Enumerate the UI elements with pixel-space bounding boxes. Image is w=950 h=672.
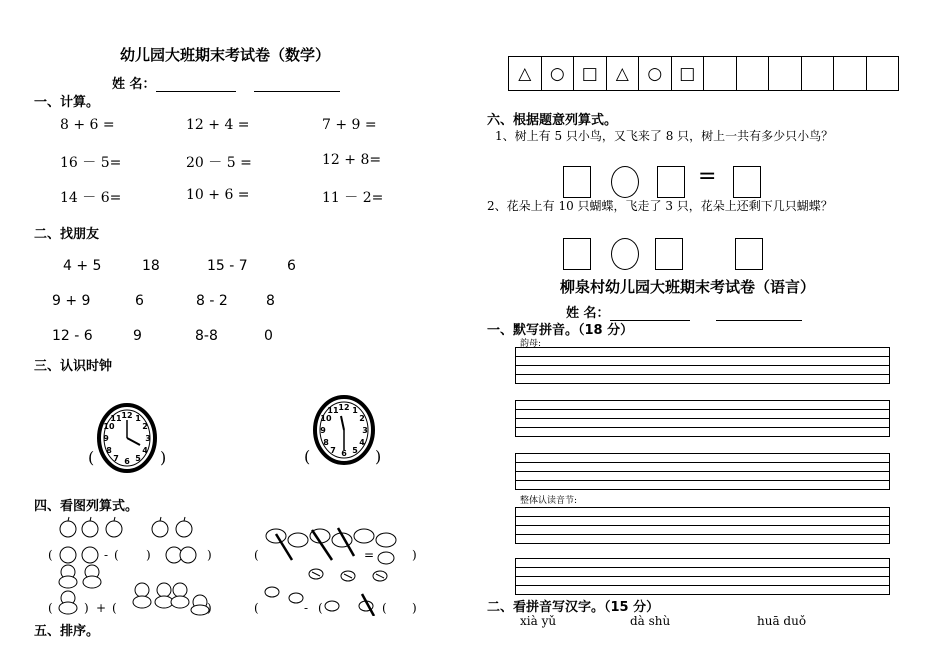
answer-box-2c[interactable] — [735, 238, 763, 270]
shape-cell-2: ○ — [541, 56, 575, 91]
pinyin-writing-lines-1[interactable] — [515, 347, 890, 384]
clock-2-paren-close: ) — [375, 447, 382, 466]
answer-circle-2[interactable] — [611, 238, 639, 270]
calc-r2-c1: 16 － 5= — [60, 155, 122, 171]
eq-d-open2: ( — [318, 601, 323, 615]
section-6-heading: 六、根据题意列算式。 — [487, 113, 618, 128]
shape-cell-12[interactable] — [866, 56, 900, 91]
svg-text:5: 5 — [135, 454, 141, 463]
pair-r2-val2: 8 — [266, 293, 275, 309]
svg-text:2: 2 — [142, 422, 148, 431]
section-4-heading: 四、看图列算式。 — [34, 499, 139, 514]
eq-a-close2: ) — [146, 548, 151, 562]
pair-r3-expr: 12 - 6 — [52, 328, 93, 344]
svg-text:6: 6 — [341, 449, 347, 458]
name-underline-2[interactable] — [254, 77, 340, 92]
eq-a-open: ( — [48, 548, 53, 562]
calc-r1-c2: 12 + 4 = — [186, 117, 250, 133]
svg-text:7: 7 — [330, 446, 336, 455]
eq-a-open2: ( — [114, 548, 119, 562]
pinyin-writing-lines-3[interactable] — [515, 453, 890, 490]
finals-label: 韵母: — [520, 339, 542, 349]
eq-a-close: ) — [207, 548, 212, 562]
pair-r1-expr: 4 + 5 — [63, 258, 102, 274]
svg-text:6: 6 — [124, 457, 130, 466]
pair-r2-val: 6 — [135, 293, 144, 309]
shape-cell-7[interactable] — [703, 56, 737, 91]
svg-text:12: 12 — [338, 403, 350, 412]
shape-cell-3: □ — [573, 56, 607, 91]
pinyin-word-3: huā duǒ — [757, 614, 807, 628]
eq-b-close2: ) — [207, 601, 212, 615]
answer-box-1a[interactable] — [563, 166, 591, 198]
fish-icon-group — [262, 522, 412, 566]
chicks-icon-group — [54, 562, 224, 616]
language-exam-title: 柳泉村幼儿园大班期末考试卷（语言） — [560, 278, 816, 296]
svg-text:8: 8 — [106, 446, 112, 455]
math-exam-title: 幼儿园大班期末考试卷（数学） — [120, 46, 331, 64]
calc-r1-c3: 7 + 9 = — [322, 117, 377, 133]
answer-box-2a[interactable] — [563, 238, 591, 270]
section-1-heading: 一、计算。 — [34, 95, 100, 110]
calc-r2-c2: 20 － 5 = — [186, 155, 252, 171]
svg-text:2: 2 — [359, 414, 365, 423]
pinyin-word-1: xià yǔ — [520, 614, 557, 628]
eq-b-plus: + — [96, 601, 107, 615]
clock-1-paren-close: ) — [160, 448, 167, 467]
clock-icon-2 — [308, 392, 378, 468]
whole-syllables-label: 整体认读音节: — [520, 496, 578, 506]
svg-text:12: 12 — [121, 411, 133, 420]
pair-r1-val2: 6 — [287, 258, 296, 274]
svg-text:1: 1 — [352, 406, 358, 415]
name-underline-1[interactable] — [156, 77, 236, 92]
shape-cell-10[interactable] — [801, 56, 835, 91]
eq-d-open3: ( — [382, 601, 387, 615]
bees-icon-group — [262, 566, 412, 616]
svg-text:3: 3 — [362, 426, 368, 435]
svg-text:8: 8 — [323, 438, 329, 447]
eq-b-open: ( — [48, 601, 53, 615]
svg-text:1: 1 — [135, 414, 141, 423]
question-2: 2、花朵上有 10 只蝴蝶，飞走了 3 只，花朵上还剩下几只蝴蝶？ — [487, 199, 833, 213]
clock-2-paren-open: ( — [304, 447, 311, 466]
clock-icon-1 — [94, 400, 167, 476]
pinyin-writing-lines-4[interactable] — [515, 507, 890, 544]
calc-r3-c2: 10 + 6 = — [186, 187, 250, 203]
eq-c-equals: = — [364, 548, 375, 562]
eq-b-close: ) — [84, 601, 89, 615]
language-section-2-heading: 二、看拼音写汉字。（15 分） — [487, 600, 660, 615]
shape-sequence-row — [509, 56, 899, 91]
answer-box-1b[interactable] — [657, 166, 685, 198]
equals-sign-1: = — [698, 164, 717, 189]
shape-cell-11[interactable] — [833, 56, 867, 91]
eq-b-open2: ( — [112, 601, 117, 615]
svg-text:11: 11 — [327, 406, 339, 415]
calc-r2-c3: 12 + 8= — [322, 152, 382, 168]
question-1: 1、树上有 5 只小鸟，又飞来了 8 只，树上一共有多少只小鸟？ — [495, 129, 834, 143]
calc-r3-c1: 14 － 6= — [60, 190, 122, 206]
eq-d-minus: - — [304, 601, 309, 615]
svg-text:10: 10 — [103, 422, 115, 431]
section-5-heading: 五、排序。 — [34, 624, 100, 639]
name-label: 姓 名： — [112, 73, 340, 92]
svg-text:7: 7 — [113, 454, 119, 463]
shape-cell-9[interactable] — [768, 56, 802, 91]
eq-c-close: ) — [412, 548, 417, 562]
eq-d-close: ) — [412, 601, 417, 615]
name-label-2: 姓 名： — [566, 302, 802, 321]
shape-cell-5: ○ — [638, 56, 672, 91]
calc-r3-c3: 11 － 2= — [322, 190, 384, 206]
eq-d-open: ( — [254, 601, 259, 615]
pinyin-writing-lines-5[interactable] — [515, 558, 890, 595]
pair-r2-expr: 9 + 9 — [52, 293, 91, 309]
svg-text:9: 9 — [103, 434, 109, 443]
apples-icon-group — [56, 515, 216, 567]
pair-r3-expr2: 8-8 — [195, 328, 218, 344]
eq-a-minus: - — [104, 548, 109, 562]
clock-1-paren-open: ( — [88, 448, 95, 467]
shape-cell-6: □ — [671, 56, 705, 91]
section-3-heading: 三、认识时钟 — [34, 359, 113, 374]
pair-r3-val: 9 — [133, 328, 142, 344]
svg-text:3: 3 — [145, 434, 151, 443]
svg-text:9: 9 — [320, 426, 326, 435]
shape-cell-4: △ — [606, 56, 640, 91]
calc-r1-c1: 8 + 6 = — [60, 117, 115, 133]
svg-text:4: 4 — [142, 446, 148, 455]
answer-box-1c[interactable] — [733, 166, 761, 198]
shape-cell-1: △ — [508, 56, 542, 91]
pinyin-writing-lines-2[interactable] — [515, 400, 890, 437]
svg-text:11: 11 — [110, 414, 122, 423]
answer-box-2b[interactable] — [655, 238, 683, 270]
section-2-heading: 二、找朋友 — [34, 227, 100, 242]
pair-r1-expr2: 15 - 7 — [207, 258, 248, 274]
eq-c-open: ( — [254, 548, 259, 562]
pair-r3-val2: 0 — [264, 328, 273, 344]
name-underline-4[interactable] — [716, 306, 802, 321]
pair-r2-expr2: 8 - 2 — [196, 293, 228, 309]
svg-text:4: 4 — [359, 438, 365, 447]
pinyin-word-2: dà shù — [630, 614, 671, 628]
svg-text:10: 10 — [320, 414, 332, 423]
pair-r1-val: 18 — [142, 258, 160, 274]
shape-cell-8[interactable] — [736, 56, 770, 91]
svg-text:5: 5 — [352, 446, 358, 455]
language-section-1-heading: 一、默写拼音。（18 分） — [487, 323, 634, 338]
answer-circle-1[interactable] — [611, 166, 639, 198]
